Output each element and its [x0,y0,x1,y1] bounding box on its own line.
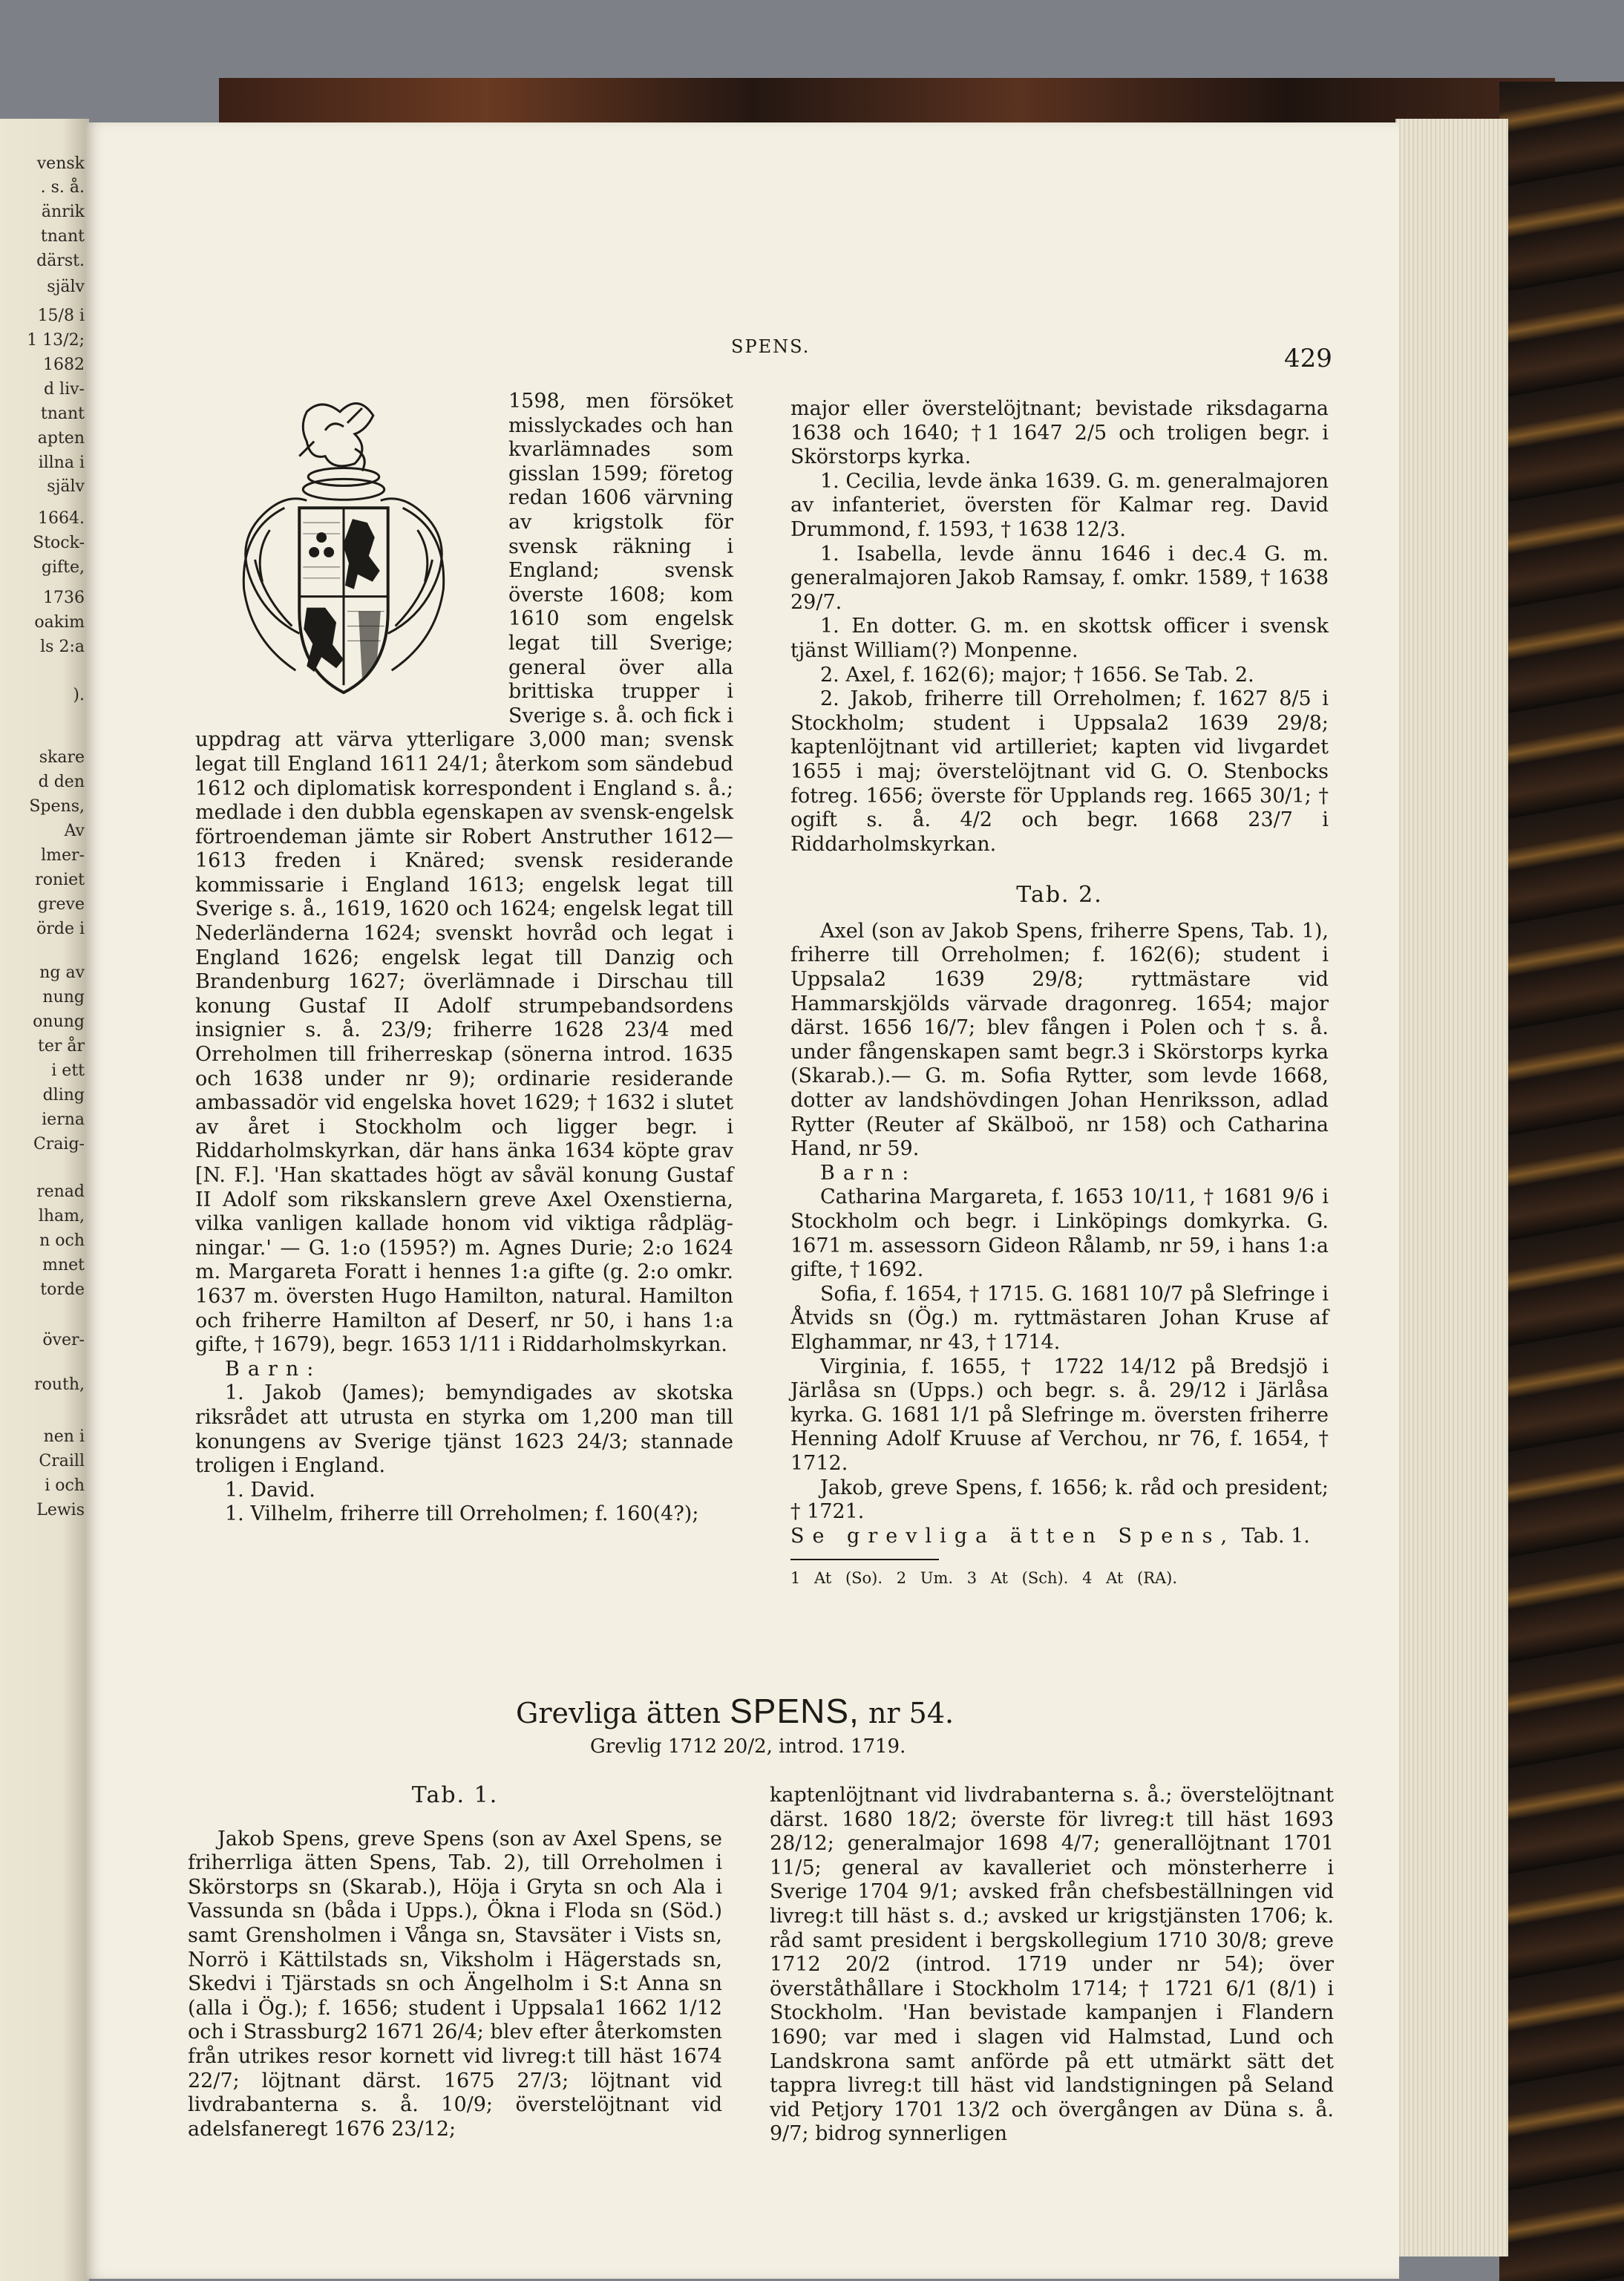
right-page [85,122,1399,2279]
left-page-fragment: 1 13/2; [27,331,85,350]
left-page-fragment: oakim [34,613,85,632]
column-bottom-left [188,1784,722,2141]
entry-paragraph: 1. Isabella, levde ännu 1646 i dec.4 G. m. generalmajoren Jakob Ramsay, f. omkr. 1589, † 1638 29/7. [790,542,1329,614]
child-entry: Sofia, f. 1654, † 1715. G. 1681 10/7 på Slefringe i Åtvids sn (Ög.) m. ryttmästaren Johan Kruse af Elghammar, nr 43, † 1714. [790,1282,1329,1354]
left-page-fragment: roniet [35,871,85,889]
entry-paragraph: major eller överstelöjtnant; bevistade riksdagarna 1638 och 1640; †1 1647 2/5 och troligen begr. i Skörstorps kyrka. [790,397,1329,469]
left-page-fragment: 1736 [43,589,85,607]
left-page-fragment: ter år [37,1037,85,1056]
left-page-fragment: Spens, [29,797,85,816]
see-reference [790,1525,1329,1549]
column-bottom-right [770,1784,1334,2147]
book-cover-marbled [1499,82,1624,2281]
left-page-fragment: Craill [39,1452,85,1470]
section-subtitle: Grevlig 1712 20/2, introd. 1719. [590,1735,906,1758]
entry-paragraph: 1. Cecilia, levde änka 1639. G. m. generalmajoren av infanteriet, översten för Kalmar reg. David Drummond, f. 1593, † 1638 12/3. [790,469,1329,541]
entry-paragraph: 1. En dotter. G. m. en skottsk officer i svensk tjänst William(?) Monpenne. [790,615,1329,662]
left-page-fragment: nen i [43,1427,85,1446]
section-title-suffix: nr 54. [868,1697,955,1729]
left-page-fragment: i ett [51,1061,85,1080]
running-head: SPENS. [731,336,811,357]
left-page-fragment: tnant [40,227,85,246]
left-page-fragment: . s. å. [40,178,85,197]
left-page-fragment: i och [45,1476,85,1495]
left-page-fragment: örde i [36,920,85,938]
child-entry: 1. Jakob (James); bemyndigades av skotska riksrådet att utrusta en styrka om 1,200 man till konungens av Sverige tjänst 1623 24/3; stannade troligen i England. [195,1381,733,1478]
left-page-fragment: lham, [38,1207,85,1225]
left-page-fragment: 1682 [43,356,85,374]
barn-label: Barn: [225,1357,322,1381]
axel-paragraph: Axel (son av Jakob Spens, friherre Spens, Tab. 1), friherre till Orreholmen; f. 162(6); student i Uppsala2 1639 29/8; ryttmästare vid Hammarskjölds värvade dragonreg. 1654; major därst. 1656 16/7; blev fången i Polen och † s. å. under fångenskapen samt begr.3 i Skörstorps kyrka (Skarab.).— G. m. Sofia Rytter, som levde 1668, dotter av landshövdingen Johan Henriksson, adlad Rytter (Reuter af Skälboö, nr 158) och Catharina Hand, nr 59. [790,919,1329,1161]
left-page-fragment: d liv- [43,380,85,399]
left-page-fragment: torde [40,1280,85,1299]
left-page-fragment: illna i [38,454,85,472]
left-page-fragment: skare [39,748,85,767]
entry-paragraph: kaptenlöjtnant vid livdrabanterna s. å.; överstelöjtnant därst. 1680 18/2; överste för livreg:t till häst 1693 28/12; generalmajor 1698 4/7; generallöjtnant 1701 11/5; general av kavalleriet och mönsterherre i Sverige 1704 9/1; avsked från chefsbeställningen vid livreg:t till häst s. d.; avsked ur krigstjänsten 1706; k. råd samt president i bergskollegium 1710 30/8; greve 1712 20/2 (introd. 1719 under nr 54); över överståthållare i Stockholm 1714; † 1721 6/1 (8/1) i Stockholm. 'Han bevistade kampanjen i Flandern 1690; var med i slagen vid Halmstad, Lund och Landskrona samt anförde på ett utmärkt sätt det tappra livreg:t till häst vid landstigningen på Seland vid Petjory 1701 13/2 och övergången av Düna s. å. 9/7; bidrog synnerligen [770,1784,1334,2146]
left-page-fragment: lmer- [41,846,85,865]
left-page-fragment: Av [64,822,85,840]
biography-paragraph: 1598, men försöket misslyckades och han kvarlämnades som gisslan 1599; företog redan 1606 värvning av krigstolk för svensk räkning i England; svensk överste 1608; kom 1610 som engelsk legat till Sverige; general över alla brittiska trupper i Sverige s. å. och fick i uppdrag att värva ytterligare 3,000 man; svensk legat till England 1611 24/1; återkom som sändebud 1612 och diplomatisk korrespondent i England s. å.; medlade i den dubbla egenskapen av svensk-engelsk förtroendeman jämte sir Robert Anstruther 1612—1613 freden i Knäred; svensk residerande kommissarie i England 1613; engelsk legat till Sverige s. å., 1619, 1620 och 1624; engelsk legat till Nederländerna 1624; svenskt hovråd och legat i England 1626; engelsk legat till Danzig och Brandenburg 1627; överlämnade i Dirschau till konung Gustaf II Adolf strumpebandsordens insignier s. å. 23/9; friherre 1628 23/4 med Orreholmen till friherreskap (sönerna introd. 1635 och 1638 under nr 9); ordinarie residerande ambassadör vid engelska hovet 1629; † 1632 i slutet av året i Stockholm och ligger begr. i Riddarholmskyrkan, där hans änka 1634 köpte grav [N. F.]. 'Han skattades högt av såväl konung Gustaf II Adolf som rikskanslern greve Axel Oxenstierna, vilka vanligen kallade honom vid viktiga rådplägningar.' — G. 1:o (1595?) m. Agnes Durie; 2:o 1624 m. Margareta Foratt i hennes 1:a gifte (g. 2:o omkr. 1637 m. översten Hugo Hamilton, natural. Hamilton och friherre Hamilton af Deserf, nr 50, i hans 1:a gifte, † 1679), begr. 1653 1/11 i Riddarholmskyrkan. [195,390,733,1357]
child-entry: 1. Vilhelm, friherre till Orreholmen; f. 160(4?); [225,1502,699,1526]
entry-paragraph: 2. Axel, f. 162(6); major; † 1656. Se Tab. 2. [820,663,1254,687]
left-page-fragment: n och [39,1231,85,1250]
left-page-fragment: mnet [42,1256,85,1274]
left-page-fragment: Craig- [33,1135,85,1153]
page-edges [1395,119,1508,2257]
left-page-fragment: 1664. [38,509,85,528]
table-heading: Tab. 2. [1016,882,1103,909]
coat-of-arms-icon [195,390,492,700]
left-page-fragment: ls 2:a [40,638,85,656]
page-number: 429 [1284,344,1332,373]
left-page-fragment: ). [73,686,85,704]
left-page-fragment: därst. [36,252,85,270]
child-entry: Jakob, greve Spens, f. 1656; k. råd och president; † 1721. [790,1476,1329,1524]
left-page-fragment: onung [33,1012,85,1031]
left-page [0,119,89,2281]
left-page-fragment: nung [42,988,85,1007]
see-reference-prefix: Se grevliga ätten Spens, [790,1524,1236,1548]
left-page-fragment: änrik [41,203,85,221]
left-page-fragment: ierna [42,1110,85,1129]
left-page-fragment: greve [37,895,85,914]
entry-paragraph: 2. Jakob, friherre till Orreholmen; f. 1627 8/5 i Stockholm; student i Uppsala2 1639 29/8; kaptenlöjtnant vid artilleriet; kapten vid livgardet 1655 i maj; överstelöjtnant vid G. O. Stenbocks fotreg. 1656; överste för Upplands reg. 1665 30/1; † ogift s. å. 4/2 och begr. 1668 23/7 i Riddarholmskyrkan. [790,687,1329,856]
left-page-fragment: tnant [40,405,85,423]
left-page-fragment: Stock- [33,534,85,552]
left-page-fragment: d den [38,773,85,791]
column-left [195,390,733,1527]
section-title [516,1691,954,1731]
left-page-fragment: apten [37,429,85,448]
section-title-prefix: Grevliga ätten [516,1697,721,1729]
left-page-fragment: dling [42,1086,85,1104]
left-page-fragment: renad [36,1182,85,1201]
footnote-rule [790,1559,939,1560]
entry-paragraph: Jakob Spens, greve Spens (son av Axel Spens, se friherrliga ätten Spens, Tab. 2), till Orreholmen i Skörstorps sn (Skarab.), Höja i Gryta sn och Ala i Vassunda sn (båda i Upps.), Ökna i Floda sn (Söd.) samt Grensholmen i Vånga sn, Stavsäter i Vists sn, Norrö i Kättilstads sn, Viksholm i Hägerstads sn, Skedvi i Tjärstads sn och Ängelholm i S:t Anna sn (alla i Ög.); f. 1656; student i Uppsala1 1662 1/12 och i Strassburg2 1671 26/4; blev efter återkomsten från utrikes resor kornett vid livreg:t till häst 1674 22/7; löjtnant därst. 1675 27/3; löjtnant vid livdrabanterna s. å. 10/9; överstelöjtnant vid adelsfaneregt 1676 23/12; [188,1827,722,2141]
left-page-fragment: 15/8 i [37,307,85,325]
child-entry: Catharina Margareta, f. 1653 10/11, † 1681 9/6 i Stockholm och begr. i Linköpings domkyrka. G. 1671 m. assessorn Gideon Rålamb, nr 59, i hans 1:a gifte, † 1692. [790,1185,1329,1282]
section-title-name: SPENS, [730,1692,860,1730]
left-page-fragment: gifte, [41,558,85,577]
left-page-fragment: ng av [39,963,85,982]
left-page-fragment: routh, [34,1375,85,1394]
left-page-fragment: vensk [36,154,85,173]
coat-of-arms-image [195,390,492,700]
footnotes: 1 At (So). 2 Um. 3 At (Sch). 4 At (RA). [790,1569,1178,1588]
see-reference-tab: Tab. 1. [1241,1524,1310,1548]
child-entry: Virginia, f. 1655, † 1722 14/12 på Bredsjö i Järlåsa sn (Upps.) och begr. s. å. 29/12 i Järlåsa kyrka. G. 1681 1/1 på Slefringe m. översten friherre Henning Adolf Kruuse af Verchou, nr 76, f. 1654, † 1712. [790,1355,1329,1475]
left-page-fragment: själv [47,278,85,296]
table-heading: Tab. 1. [411,1782,499,1808]
barn-label: Barn: [820,1161,917,1185]
child-entry: 1. David. [225,1478,315,1502]
column-right [790,397,1329,1591]
left-page-fragment: Lewis [36,1501,85,1519]
left-page-fragment: över- [42,1331,85,1349]
left-page-fragment: själv [47,477,85,496]
